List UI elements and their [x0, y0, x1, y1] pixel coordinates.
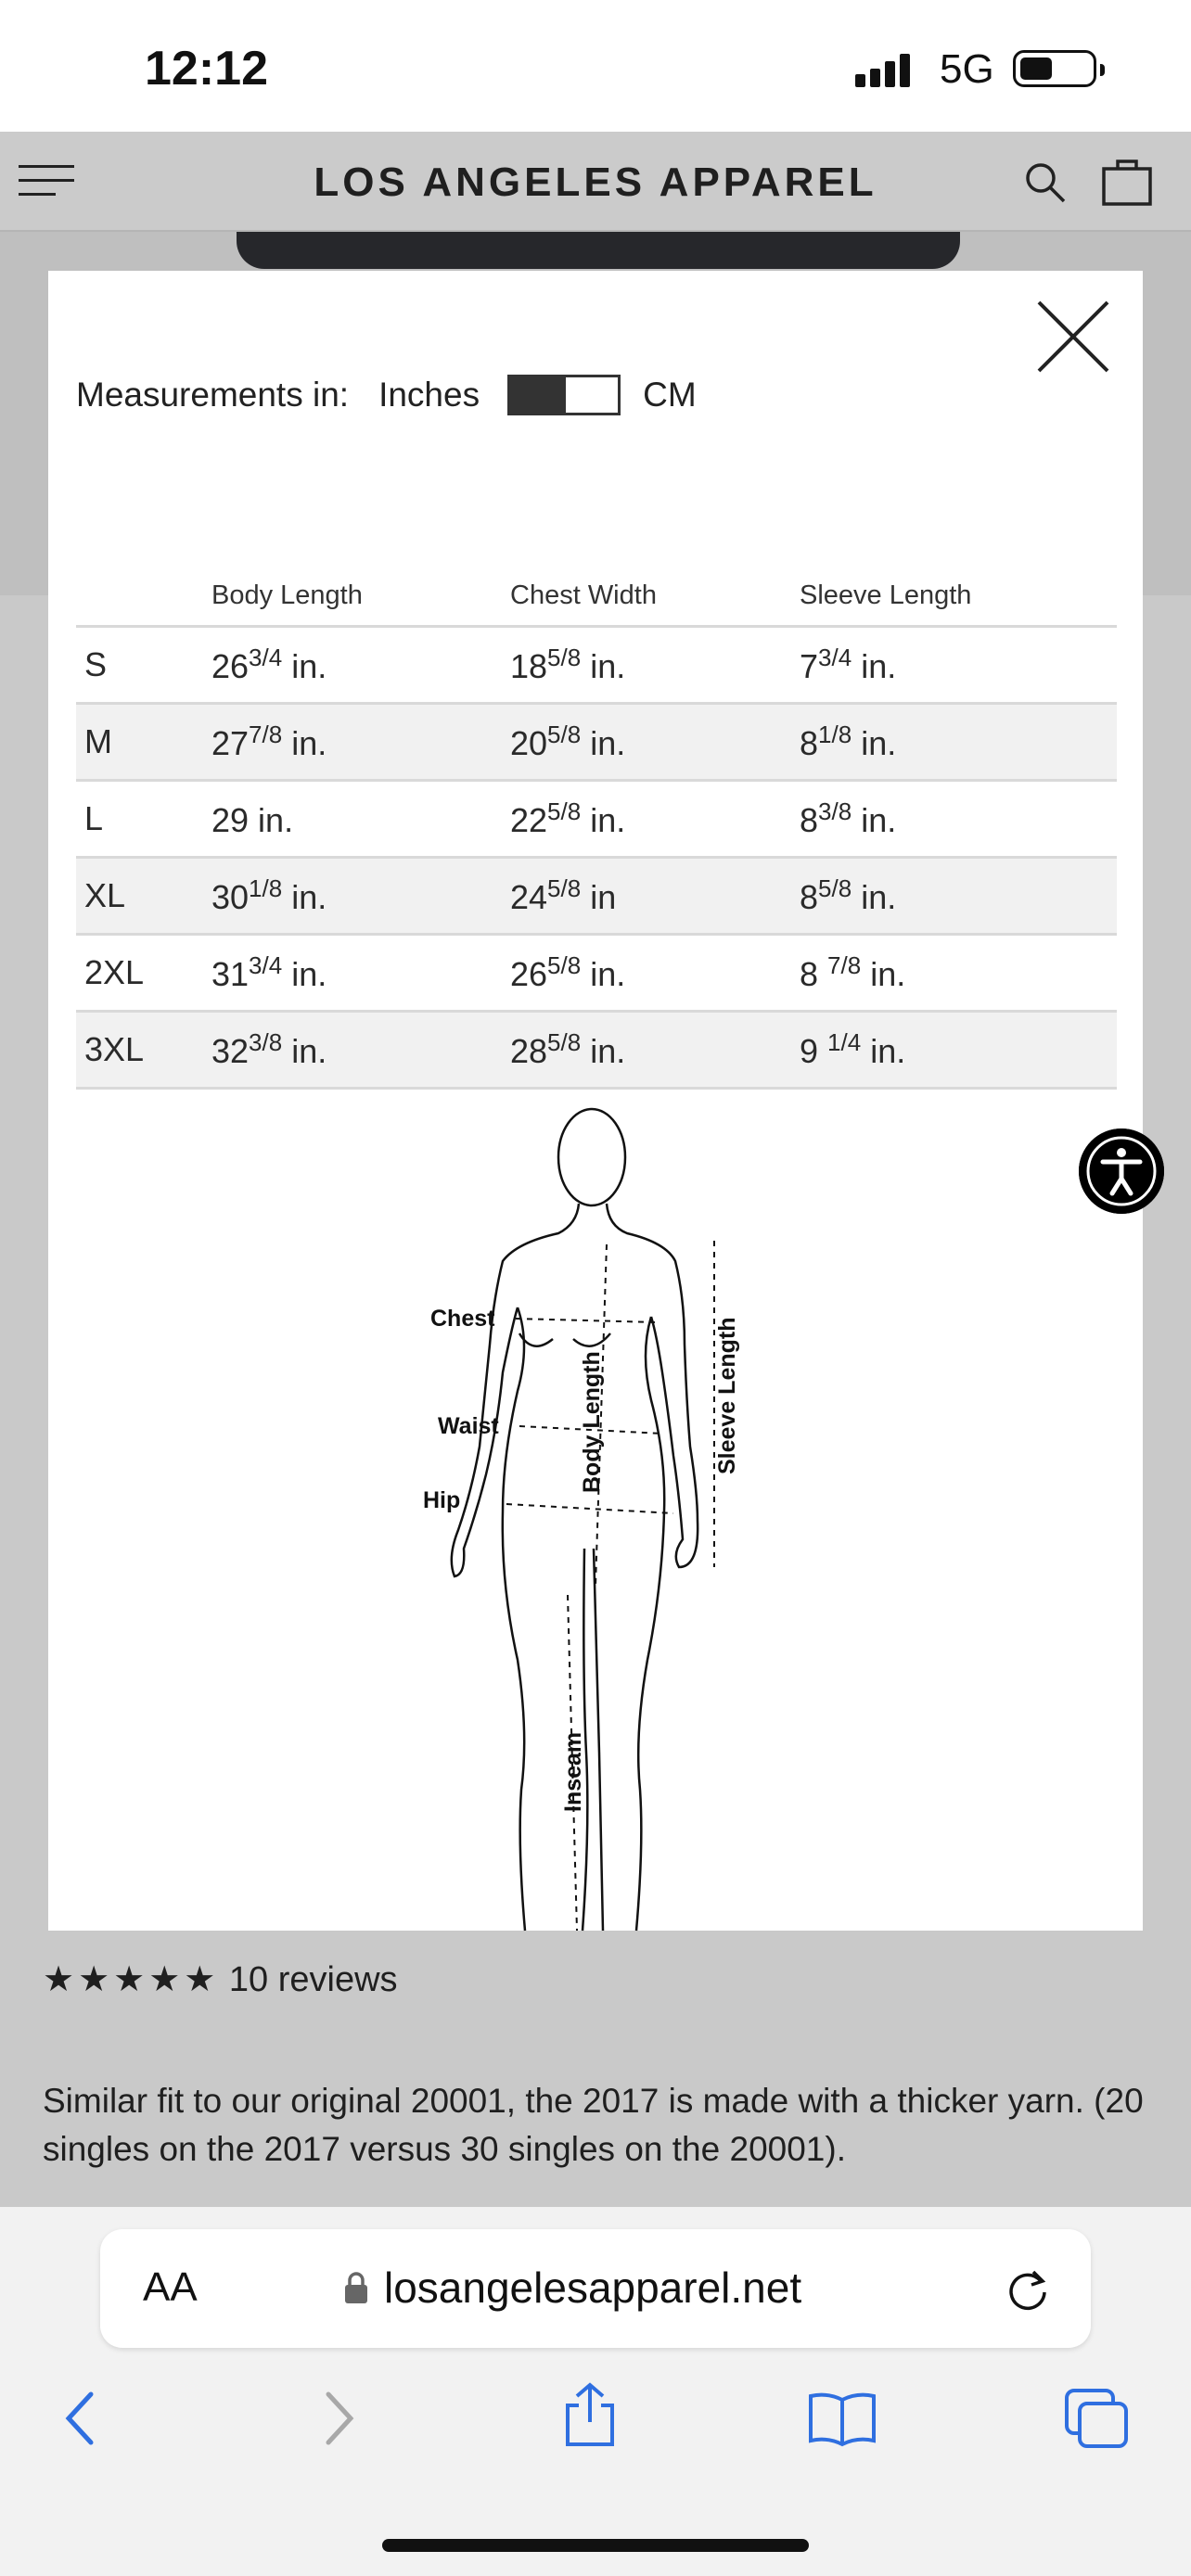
size-table: [76, 566, 1117, 1090]
value-whole: 28: [510, 1032, 548, 1070]
value-whole: 8: [800, 724, 819, 762]
value-fraction: 1/8: [818, 721, 852, 748]
value-fraction: 1/8: [249, 874, 283, 902]
value-whole: 18: [510, 647, 548, 685]
status-time: 12:12: [145, 42, 268, 96]
value-unit: in.: [581, 1032, 626, 1070]
label-waist: Waist: [438, 1413, 499, 1439]
value-fraction: 5/8: [547, 797, 582, 825]
cell-body-length: [211, 858, 509, 935]
cell-size: 2XL: [76, 935, 211, 1012]
value-fraction: 3/4: [249, 951, 283, 979]
value-unit: in.: [861, 955, 906, 993]
value-fraction: 5/8: [547, 951, 582, 979]
size-chart-modal: [48, 271, 1143, 1931]
units-row: [76, 375, 697, 415]
reload-icon[interactable]: [1004, 2264, 1052, 2313]
value-fraction: 5/8: [547, 721, 582, 748]
cell-chest-width: [509, 781, 799, 858]
value-fraction: 5/8: [547, 1028, 582, 1056]
table-row: [76, 858, 1117, 935]
value-whole: 7: [800, 647, 819, 685]
cell-chest-width: [509, 627, 799, 704]
cell-sleeve-length: [799, 627, 1117, 704]
status-bar: [0, 0, 1191, 132]
cell-sleeve-length: [799, 1012, 1117, 1089]
value-whole: 24: [510, 878, 548, 916]
value-whole: 22: [510, 801, 548, 839]
tabs-icon[interactable]: [1063, 2387, 1130, 2450]
cell-body-length: [211, 1012, 509, 1089]
label-inseam: Inseam: [560, 1731, 586, 1812]
cell-body-length: [211, 704, 509, 781]
header-sleeve-length: Sleeve Length: [799, 566, 1117, 627]
address-bar[interactable]: [100, 2229, 1091, 2348]
unit-cm-label[interactable]: CM: [643, 376, 697, 414]
brand-logo[interactable]: LOS ANGELES APPAREL: [314, 159, 877, 205]
value-whole: 30: [211, 878, 250, 916]
cell-size: XL: [76, 858, 211, 935]
value-unit: in.: [852, 647, 897, 685]
value-whole: 8: [800, 955, 828, 993]
reader-aa-button[interactable]: AA: [143, 2264, 198, 2310]
label-hip: Hip: [423, 1487, 461, 1513]
table-row: [76, 627, 1117, 704]
value-fraction: 1/4: [827, 1028, 862, 1056]
value-unit: in.: [581, 724, 626, 762]
cell-sleeve-length: [799, 781, 1117, 858]
value-fraction: 3/8: [818, 797, 852, 825]
cell-size: 3XL: [76, 1012, 211, 1089]
value-fraction: 3/8: [249, 1028, 283, 1056]
header-size: [76, 566, 211, 627]
measurements-label: Measurements in:: [76, 376, 350, 414]
reviews-count: 10 reviews: [228, 1960, 398, 1999]
bag-icon[interactable]: [1101, 154, 1153, 206]
value-fraction: 7/8: [827, 951, 862, 979]
value-fraction: 3/4: [818, 644, 852, 671]
product-description: Similar fit to our original 20001, the 2017 is made with a thicker yarn. (20 singles on the 2017 versus 30 singles on the 20001).: [43, 2082, 1144, 2168]
label-chest: Chest: [430, 1306, 495, 1332]
value-unit: in.: [282, 1032, 327, 1070]
cell-body-length: [211, 781, 509, 858]
value-whole: 27: [211, 724, 250, 762]
cell-sleeve-length: [799, 858, 1117, 935]
value-unit: in.: [581, 955, 626, 993]
value-whole: 26: [211, 647, 250, 685]
value-unit: in.: [852, 724, 897, 762]
value-whole: 9: [800, 1032, 828, 1070]
label-sleeve-length: Sleeve Length: [714, 1317, 740, 1474]
bookmarks-icon[interactable]: [807, 2391, 877, 2446]
lock-icon: [343, 2272, 369, 2305]
rating-stars: ★★★★★: [43, 1960, 220, 1999]
value-unit: in.: [581, 801, 626, 839]
value-whole: 31: [211, 955, 250, 993]
cell-sleeve-length: [799, 704, 1117, 781]
value-whole: 29 in.: [211, 801, 294, 839]
signal-icon: [855, 54, 911, 87]
forward-icon[interactable]: [321, 2391, 358, 2446]
table-header-row: [76, 566, 1117, 627]
unit-inches-label[interactable]: Inches: [378, 376, 480, 414]
value-unit: in.: [282, 955, 327, 993]
reviews-summary[interactable]: [43, 1958, 398, 2000]
unit-toggle[interactable]: [507, 375, 621, 415]
value-whole: 8: [800, 878, 819, 916]
cell-size: L: [76, 781, 211, 858]
value-unit: in.: [282, 724, 327, 762]
cell-body-length: [211, 627, 509, 704]
value-unit: in.: [282, 878, 327, 916]
cell-size: S: [76, 627, 211, 704]
value-fraction: 5/8: [818, 874, 852, 902]
cell-chest-width: [509, 858, 799, 935]
value-unit: in.: [852, 878, 897, 916]
value-whole: 32: [211, 1032, 250, 1070]
network-label: 5G: [940, 46, 994, 92]
site-header: [0, 132, 1191, 232]
cell-sleeve-length: [799, 935, 1117, 1012]
value-unit: in.: [581, 647, 626, 685]
battery-icon: [1013, 50, 1096, 87]
table-row: [76, 781, 1117, 858]
value-fraction: 5/8: [547, 874, 582, 902]
value-unit: in.: [282, 647, 327, 685]
value-whole: 20: [510, 724, 548, 762]
cell-size: M: [76, 704, 211, 781]
cell-chest-width: [509, 935, 799, 1012]
accessibility-icon[interactable]: [1079, 1129, 1164, 1214]
cell-chest-width: [509, 1012, 799, 1089]
value-fraction: 7/8: [249, 721, 283, 748]
home-indicator: [382, 2539, 809, 2552]
value-unit: in: [581, 878, 617, 916]
value-unit: in.: [852, 801, 897, 839]
value-whole: 26: [510, 955, 548, 993]
value-whole: 8: [800, 801, 819, 839]
value-fraction: 5/8: [547, 644, 582, 671]
share-icon[interactable]: [560, 2381, 620, 2448]
header-body-length: Body Length: [211, 566, 509, 627]
label-body-length: Body Length: [579, 1351, 605, 1493]
search-icon[interactable]: [1024, 161, 1067, 204]
value-unit: in.: [861, 1032, 906, 1070]
close-icon[interactable]: [1033, 297, 1113, 376]
header-chest-width: Chest Width: [509, 566, 799, 627]
body-measurement-figure: [423, 1103, 781, 1931]
cell-chest-width: [509, 704, 799, 781]
back-icon[interactable]: [61, 2391, 98, 2446]
table-row: [76, 704, 1117, 781]
url-text[interactable]: losangelesapparel.net: [384, 2264, 802, 2312]
table-row: [76, 1012, 1117, 1089]
table-row: [76, 935, 1117, 1012]
value-fraction: 3/4: [249, 644, 283, 671]
cell-body-length: [211, 935, 509, 1012]
